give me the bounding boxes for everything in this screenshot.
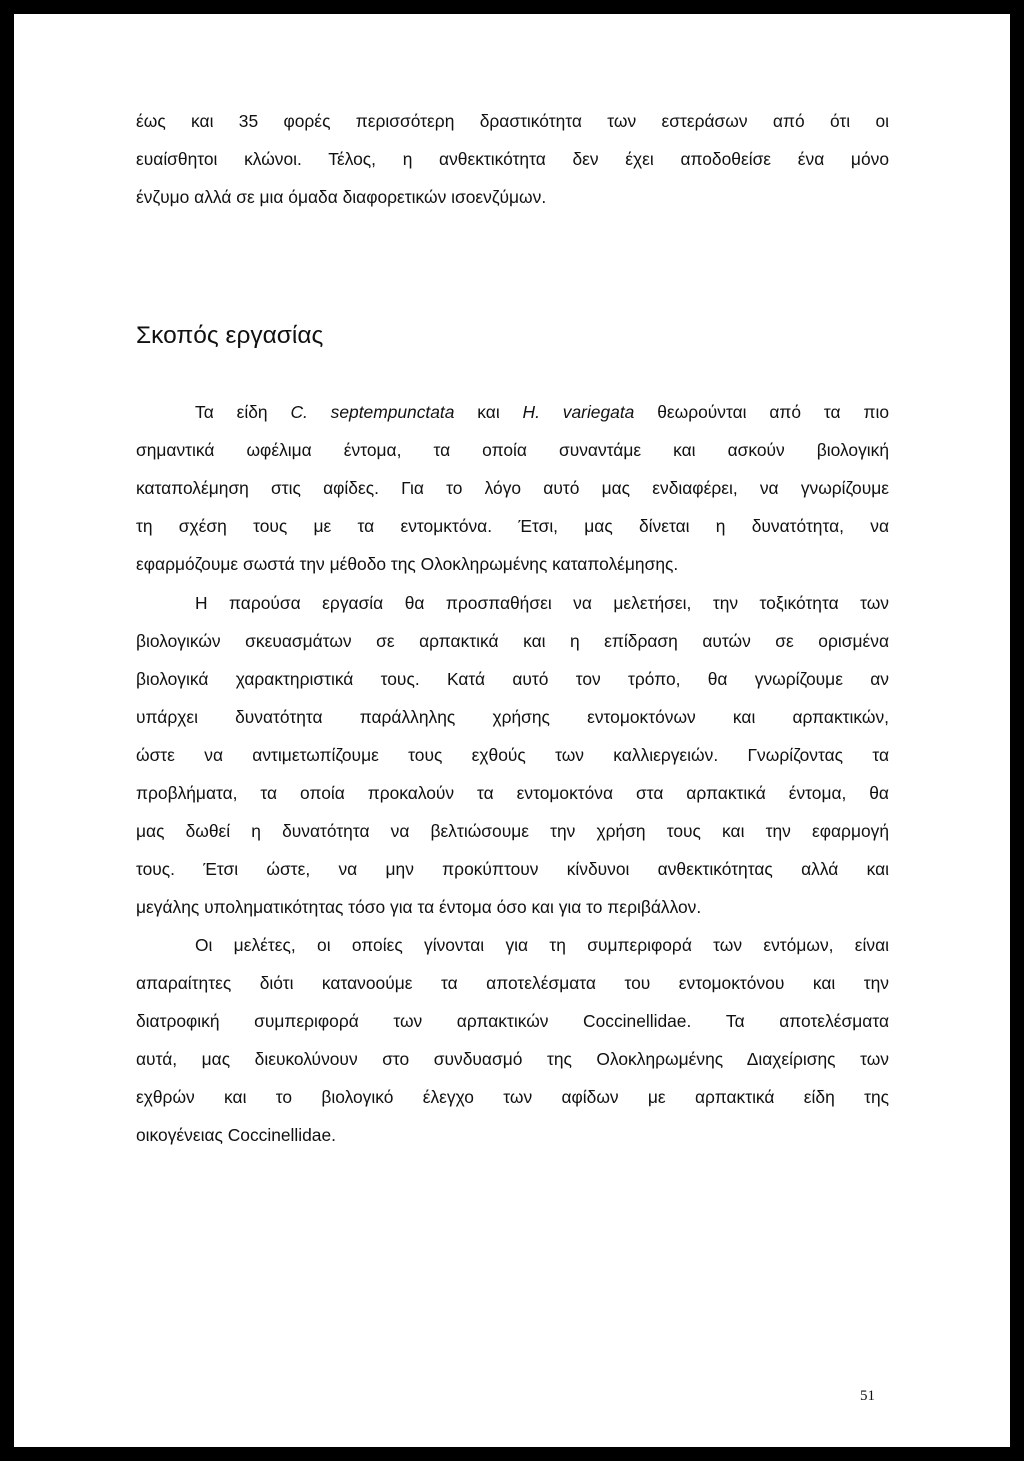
species-name: C. septempunctata xyxy=(290,402,455,422)
text-line: Οι μελέτες, οι οποίες γίνονται για τη συμπεριφορά των εντόμων, είναι xyxy=(195,935,889,955)
purpose-paragraph xyxy=(136,393,889,583)
research-paragraph xyxy=(136,584,889,926)
text-line: έως και 35 φορές περισσότερη δραστικότητα των εστεράσων από ότι οι xyxy=(136,111,889,131)
text-run: θεωρούνται από τα πιο xyxy=(634,402,889,422)
text-line: μεγάλης υποληματικότητας τόσο για τα έντομα όσο και για το περιβάλλον. xyxy=(136,897,702,917)
text-line: διατροφική συμπεριφορά των αρπακτικών Coccinellidae. Τα αποτελέσματα xyxy=(136,1011,889,1031)
text-line: σημαντικά ωφέλιμα έντομα, τα οποία συναντάμε και ασκούν βιολογική xyxy=(136,440,889,460)
intro-paragraph xyxy=(136,102,889,216)
text-line: Η παρούσα εργασία θα προσπαθήσει να μελετήσει, την τοξικότητα των xyxy=(195,593,889,613)
studies-paragraph xyxy=(136,926,889,1154)
text-run: Τα είδη xyxy=(195,402,291,422)
text-line: βιολογικά χαρακτηριστικά τους. Κατά αυτό τον τρόπο, θα γνωρίζουμε αν xyxy=(136,669,889,689)
text-line: ευαίσθητοι κλώνοι. Τέλος, η ανθεκτικότητα δεν έχει αποδοθείσε ένα μόνο xyxy=(136,149,889,169)
text-line: υπάρχει δυνατότητα παράλληλης χρήσης εντομοκτόνων και αρπακτικών, xyxy=(136,707,889,727)
species-name: H. variegata xyxy=(522,402,635,422)
text-line: τη σχέση τους με τα εντομκτόνα. Έτσι, μας δίνεται η δυνατότητα, να xyxy=(136,516,889,536)
document-page xyxy=(14,14,1010,1447)
text-line: αυτά, μας διευκολύνουν στο συνδυασμό της Ολοκληρωμένης Διαχείρισης των xyxy=(136,1049,889,1069)
text-line: βιολογικών σκευασμάτων σε αρπακτικά και η επίδραση αυτών σε ορισμένα xyxy=(136,631,889,651)
text-line xyxy=(136,393,889,431)
text-run: και xyxy=(454,402,523,422)
text-line: εχθρών και το βιολογικό έλεγχο των αφίδων με αρπακτικά είδη της xyxy=(136,1087,889,1107)
text-line: εφαρμόζουμε σωστά την μέθοδο της Ολοκληρωμένης καταπολέμησης. xyxy=(136,554,679,574)
text-line: ένζυμο αλλά σε μια όμαδα διαφορετικών ισοενζύμων. xyxy=(136,187,547,207)
text-line: καταπολέμηση στις αφίδες. Για το λόγο αυτό μας ενδιαφέρει, να γνωρίζουμε xyxy=(136,478,889,498)
text-line: οικογένειας Coccinellidae. xyxy=(136,1125,336,1145)
page-number: 51 xyxy=(860,1388,875,1404)
section-heading: Σκοπός εργασίας xyxy=(136,322,324,349)
text-line: τους. Έτσι ώστε, να μην προκύπτουν κίνδυνοι ανθεκτικότητας αλλά και xyxy=(136,859,889,879)
text-line: προβλήματα, τα οποία προκαλούν τα εντομοκτόνα στα αρπακτικά έντομα, θα xyxy=(136,783,889,803)
text-line: μας δωθεί η δυνατότητα να βελτιώσουμε την χρήση τους και την εφαρμογή xyxy=(136,821,889,841)
text-line: ώστε να αντιμετωπίζουμε τους εχθούς των καλλιεργειών. Γνωρίζοντας τα xyxy=(136,745,889,765)
text-line: απαραίτητες διότι κατανοούμε τα αποτελέσματα του εντομοκτόνου και την xyxy=(136,973,889,993)
